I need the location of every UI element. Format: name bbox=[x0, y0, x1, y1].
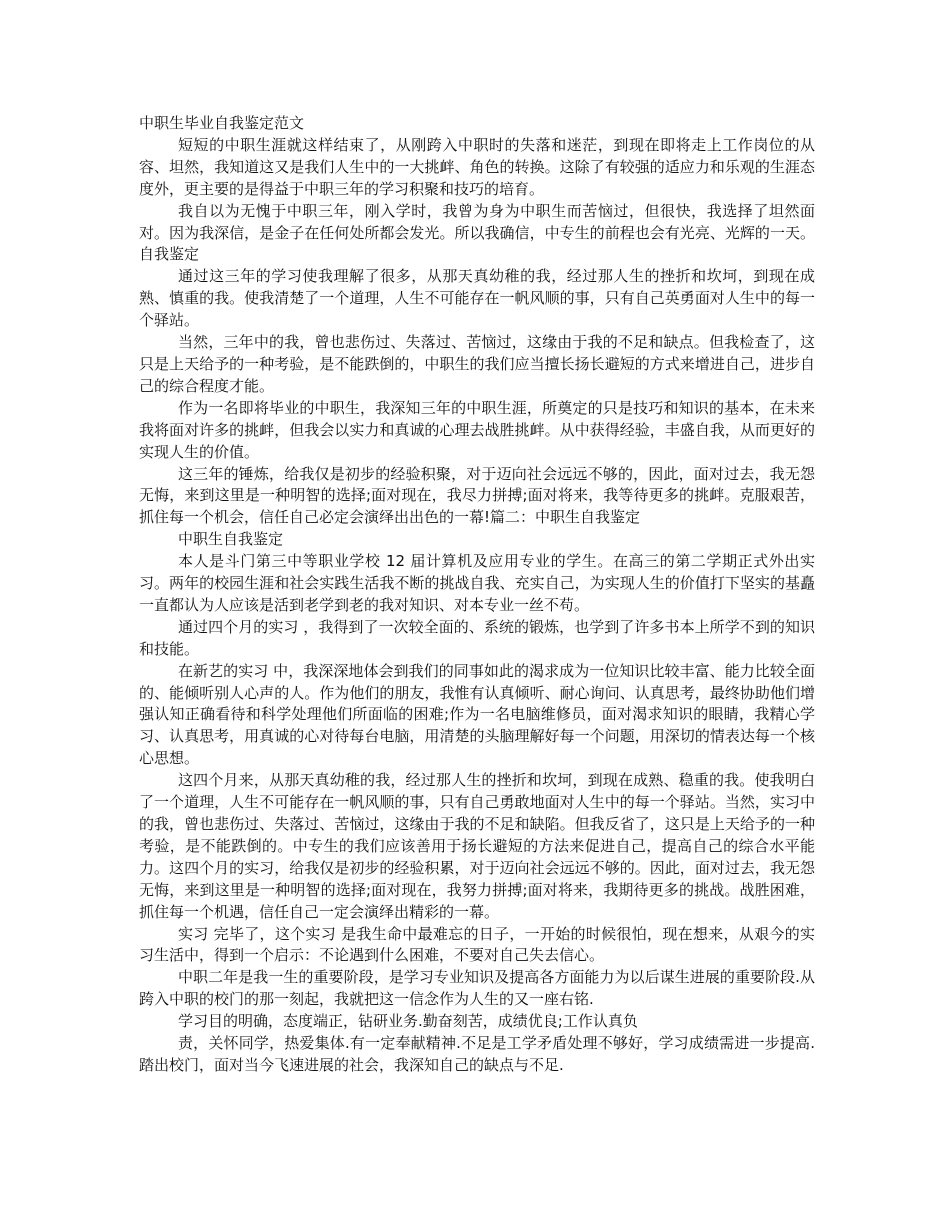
document-body bbox=[139, 113, 815, 1077]
document-title: 中职生毕业自我鉴定范文 bbox=[139, 114, 305, 132]
paragraph: 学习目的明确，态度端正，钻研业务.勤奋刻苦，成绩优良;工作认真负 bbox=[178, 1012, 638, 1031]
paragraph: 中职二年是我一生的重要阶段，是学习专业知识及提高各方面能力为以后谋生进展的重要阶段.从跨入中职的校门的那一刻起，我就把这一信念作为人生的又一座右铭. bbox=[139, 968, 815, 1009]
paragraph: 短短的中职生涯就这样结束了，从刚跨入中职时的失落和迷茫，到现在即将走上工作岗位的从容、坦然，我知道这又是我们人生中的一大挑衅、角色的转换。这除了有较强的适应力和乐观的生涯态度外，更主要的是得益于中职三年的学习积聚和技巧的培育。 bbox=[139, 135, 815, 198]
paragraph: 本人是斗门第三中等职业学校 12 届计算机及应用专业的学生。在高三的第二学期正式外出实习。两年的校园生涯和社会实践生活我不断的挑战自我、充实自己，为实现人生的价值打下坚实的基矗一直都认为人应该是活到老学到老的我对知识、对本专业一丝不苟。 bbox=[139, 552, 815, 614]
paragraph: 我自以为无愧于中职三年，刚入学时，我曾为身为中职生而苦恼过，但很快，我选择了坦然面对。因为我深信，是金子在任何处所都会发光。所以我确信，中专生的前程也会有光亮、光辉的一天。自我鉴定 bbox=[139, 201, 815, 264]
paragraph: 这四个月来，从那天真幼稚的我，经过那人生的挫折和坎坷，到现在成熟、稳重的我。使我明白了一个道理，人生不可能存在一帆风顺的事，只有自己勇敢地面对人生中的每一个驿站。当然，实习中的我，曾也悲伤过、失落过、苦恼过，这缘由于我的不足和缺陷。但我反省了，这只是上天给予的一种考验，是不能跌倒的。中专生的我们应该善用于扬长避短的方法来促进自己，提高自己的综合水平能力。这四个月的实习，给我仅是初步的经验积累，对于迈向社会远远不够的。因此，面对过去，我无怨无悔，来到这里是一种明智的选择;面对现在，我努力拼搏;面对将来，我期待更多的挑战。战胜困难，抓住每一个机遇，信任自己一定会演绎出精彩的一幕。 bbox=[139, 771, 815, 921]
paragraph: 当然，三年中的我，曾也悲伤过、失落过、苦恼过，这缘由于我的不足和缺点。但我检查了，这只是上天给予的一种考验，是不能跌倒的，中职生的我们应当擅长扬长避短的方式来增进自己，进步自己的综合程度才能。 bbox=[139, 333, 815, 395]
paragraph: 作为一名即将毕业的中职生，我深知三年的中职生涯，所奠定的只是技巧和知识的基本，在未来我将面对许多的挑衅，但我会以实力和真诚的心理去战胜挑衅。从中获得经验，丰盛自我，从而更好的实现人生的价值。 bbox=[139, 398, 815, 461]
paragraph: 在新艺的实习 中，我深深地体会到我们的同事如此的渴求成为一位知识比较丰富、能力比较全面的、能倾听别人心声的人。作为他们的朋友，我惟有认真倾听、耐心询问、认真思考，最终协助他们增强认知正确看待和科学处理他们所面临的困难;作为一名电脑维修员，面对渴求知识的眼睛，我精心学习、认真思考，用真诚的心对待每台电脑，用清楚的头脑理解好每一个问题，用深切的情表达每一个核心思想。 bbox=[139, 661, 815, 768]
section-heading: 中职生自我鉴定 bbox=[178, 530, 284, 549]
paragraph: 责，关怀同学，热爱集体.有一定奉献精神.不足是工学矛盾处理不够好，学习成绩需进一步提高.踏出校门，面对当今飞速进展的社会，我深知自己的缺点与不足. bbox=[139, 1034, 815, 1074]
paragraph: 通过四个月的实习 ，我得到了一次较全面的、系统的锻炼，也学到了许多书本上所学不到的知识和技能。 bbox=[139, 617, 815, 658]
paragraph: 这三年的锤炼，给我仅是初步的经验积聚，对于迈向社会远远不够的，因此，面对过去，我无怨无悔，来到这里是一种明智的选择;面对现在，我尽力拼搏;面对将来，我等待更多的挑衅。克服艰苦，抓住每一个机会，信任自己必定会演绎出出色的一幕!篇二：中职生自我鉴定 bbox=[139, 464, 815, 527]
paragraph: 实习 完毕了，这个实习 是我生命中最难忘的日子，一开始的时候很怕，现在想来，从艰今的实习生活中，得到一个启示：不论遇到什么困难，不要对自己失去信心。 bbox=[139, 924, 815, 965]
paragraph: 通过这三年的学习使我理解了很多，从那天真幼稚的我，经过那人生的挫折和坎坷，到现在成熟、慎重的我。使我清楚了一个道理，人生不可能存在一帆风顺的事，只有自己英勇面对人生中的每一个驿站。 bbox=[139, 267, 815, 330]
